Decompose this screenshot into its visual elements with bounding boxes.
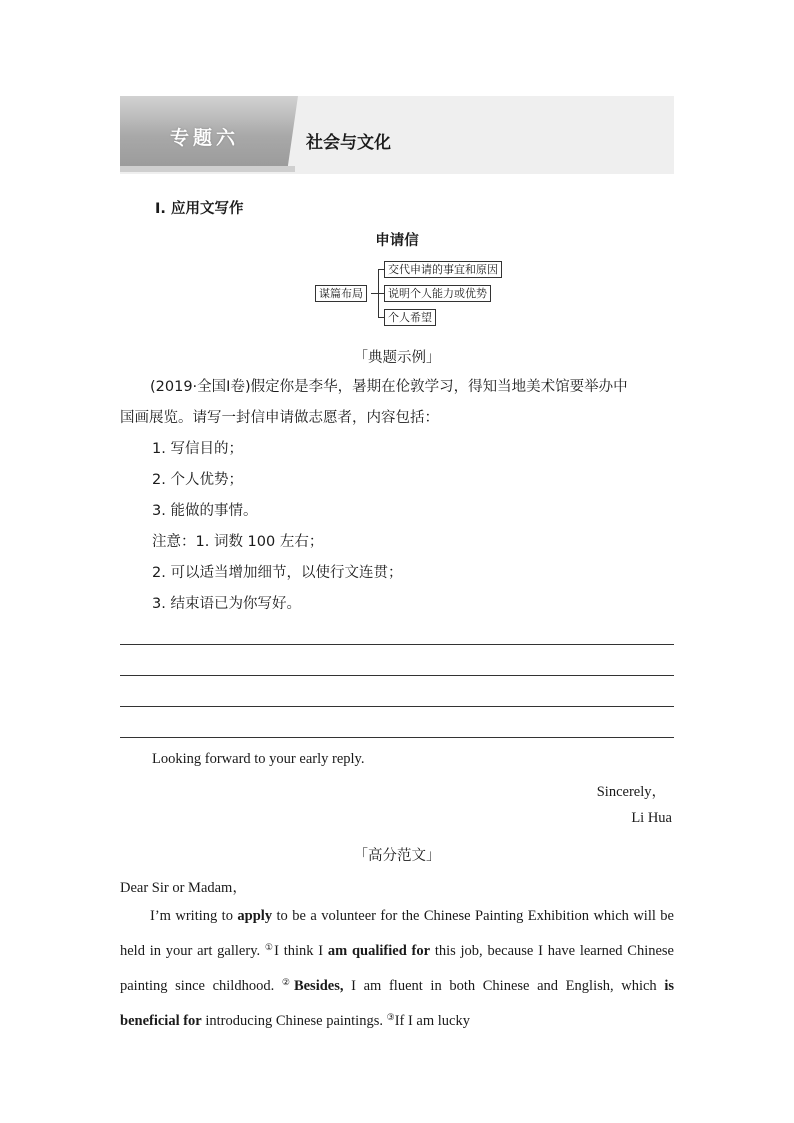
answer-line: [120, 644, 674, 645]
diagram-root: 谋篇布局: [315, 285, 367, 302]
essay-text: I think I: [274, 943, 328, 959]
prompt-item: 1. 写信目的；: [152, 441, 243, 457]
diagram-branch: 交代申请的事宜和原因: [384, 261, 502, 278]
sentence-marker: ②: [281, 977, 294, 987]
prompt-item: 3. 能做的事情。: [152, 503, 258, 519]
essay-text: to be a volunteer for the Chinese Painting Exhibition which will be held in your art gallery.: [120, 908, 674, 959]
essay-text: I’m writing to: [150, 908, 238, 924]
answer-line: [120, 706, 674, 707]
model-salutation: Dear Sir or Madam，: [120, 880, 247, 896]
sentence-marker: ③: [386, 1012, 395, 1022]
example-prompt: [120, 372, 674, 620]
note-item: 3. 结束语已为你写好。: [152, 596, 301, 612]
prompt-line: 国画展览。请写一封信申请做志愿者，内容包括：: [120, 410, 439, 426]
prompt-line: (2019·全国Ⅰ卷)假定你是李华，暑期在伦敦学习，得知当地美术馆要举办中: [150, 379, 628, 395]
diagram-branch: 说明个人能力或优势: [384, 285, 491, 302]
model-essay-paragraph: [120, 901, 674, 1037]
structure-diagram: [315, 258, 515, 328]
example-label: 「典题示例」: [353, 350, 441, 366]
essay-keyword: apply: [237, 908, 273, 924]
diagram-branch: 个人希望: [384, 309, 436, 326]
chapter-header: [120, 96, 674, 174]
essay-keyword: am qualified for: [327, 943, 431, 959]
letter-closing-line: Looking forward to your early reply.: [152, 751, 365, 767]
essay-text: If I am lucky: [394, 1013, 470, 1029]
section-title: 申请信: [375, 233, 419, 249]
diagram-connector: [371, 293, 378, 294]
prompt-item: 2. 个人优势；: [152, 472, 243, 488]
note-item: 注意：1. 词数 100 左右；: [152, 534, 324, 550]
answer-line: [120, 737, 674, 738]
essay-keyword: Besides,: [293, 978, 344, 994]
essay-text: I am fluent in both Chinese and English, which: [343, 978, 665, 994]
section-heading: Ⅰ. 应用文写作: [155, 201, 244, 217]
note-item: 2. 可以适当增加细节，以使行文连贯；: [152, 565, 403, 581]
letter-signature: Li Hua: [631, 810, 672, 826]
essay-text: this job, because I have learned Chinese painting since childhood.: [120, 943, 674, 994]
chapter-tab-shadow: [120, 166, 295, 172]
sentence-marker: ①: [264, 942, 275, 952]
chapter-tab-label: 专题六: [170, 127, 240, 149]
answer-line: [120, 675, 674, 676]
essay-text: introducing Chinese paintings.: [201, 1013, 387, 1029]
essay-keyword: is beneficial for: [120, 978, 674, 1029]
chapter-title: 社会与文化: [306, 133, 391, 153]
letter-sign-off: Sincerely，: [596, 784, 666, 800]
model-label: 「高分范文」: [353, 848, 441, 864]
